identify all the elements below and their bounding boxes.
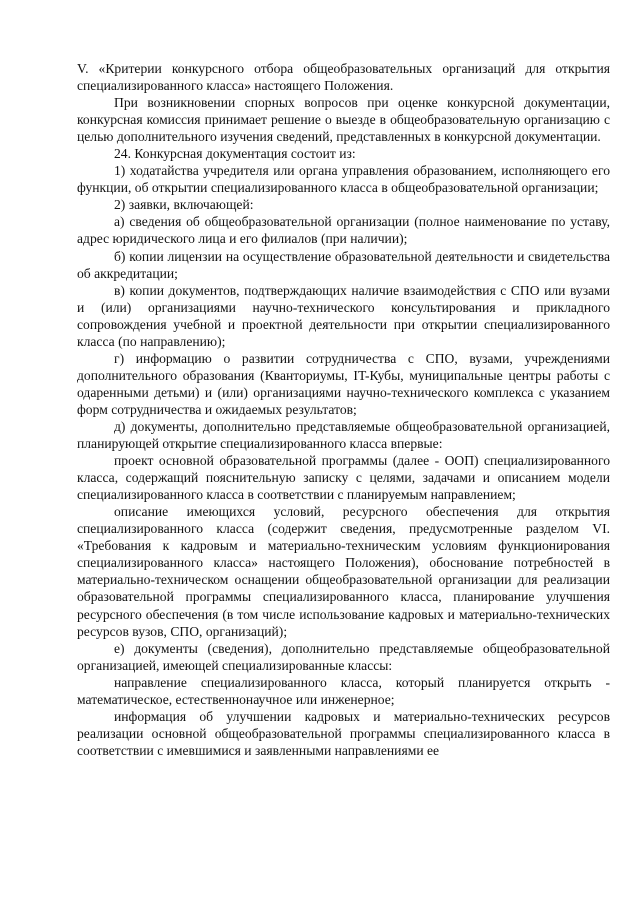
- paragraph-24-heading: 24. Конкурсная документация состоит из:: [114, 146, 356, 162]
- paragraph-24-item-2b: б) копии лицензии на осуществление образовательной деятельности и свидетельства об аккредитации;: [77, 248, 610, 281]
- paragraph-criteria-reference: V. «Критерии конкурсного отбора общеобразовательных организаций для открытия специализированного класса» настоящего Положения.: [77, 61, 610, 94]
- paragraph-24-item-1: 1) ходатайства учредителя или органа управления образованием, исполняющего его функции, об открытии специализированного класса в общеобразовательной организации;: [77, 163, 610, 196]
- paragraph-24-item-2g: г) информацию о развитии сотрудничества с СПО, вузами, учреждениями дополнительного образования (Кванториумы, IT-Кубы, муниципальные центры работы с одаренными детьми) и (или) организациями научно-технического комплекса с указанием форм сотрудничества и ожидаемых результатов;: [77, 350, 610, 417]
- paragraph-24-item-2: 2) заявки, включающей:: [114, 197, 254, 213]
- paragraph-24-item-2d: д) документы, дополнительно представляемые общеобразовательной организацией, планирующей открытие специализированного класса впервые:: [77, 418, 610, 452]
- paragraph-24-item-2v: в) копии документов, подтверждающих наличие взаимодействия с СПО или вузами и (или) организациями научно-технического консультирования и прикладного сопровождения учебной и проектной деятельности при открытии специализированного класса (по направлению);: [77, 282, 610, 349]
- paragraph-24-item-2a: а) сведения об общеобразовательной организации (полное наименование по уставу, адрес юридического лица и его филиалов (при наличии);: [77, 214, 610, 247]
- paragraph-conditions-description: описание имеющихся условий, ресурсного обеспечения для открытия специализированного класса (содержит сведения, предусмотренные разделом VI. «Требования к кадровым и материально-техническим условиям функционирования специализированного класса» настоящего Положения), обоснование потребностей в материально-техническом оснащении общеобразовательной организации для реализации образовательной программы специализированного класса, планирование улучшения ресурсного обеспечения (в том числе использование кадровых и материально-технических ресурсов вузов, СПО, организаций);: [77, 504, 610, 639]
- paragraph-24-item-2e: е) документы (сведения), дополнительно представляемые общеобразовательной организацией, имеющей специализированные классы:: [77, 640, 610, 673]
- paragraph-oop-project: проект основной образовательной программы (далее - ООП) специализированного класса, содержащий пояснительную записку с целями, задачами и описанием модели специализированного класса в соответствии с планируемым направлением;: [77, 453, 610, 503]
- paragraph-disputes: При возникновении спорных вопросов при оценке конкурсной документации, конкурсная комиссия принимает решение о выезде в общеобразовательную организацию с целью дополнительного изучения сведений, представленных в конкурсной документации.: [77, 95, 610, 145]
- paragraph-class-direction: направление специализированного класса, который планируется открыть - математическое, естественнонаучное или инженерное;: [77, 674, 610, 707]
- paragraph-resource-improvement: информация об улучшении кадровых и материально-технических ресурсов реализации основной общеобразовательной программы специализированного класса в соответствии с имевшимися и заявленными направлениями ее: [77, 708, 610, 758]
